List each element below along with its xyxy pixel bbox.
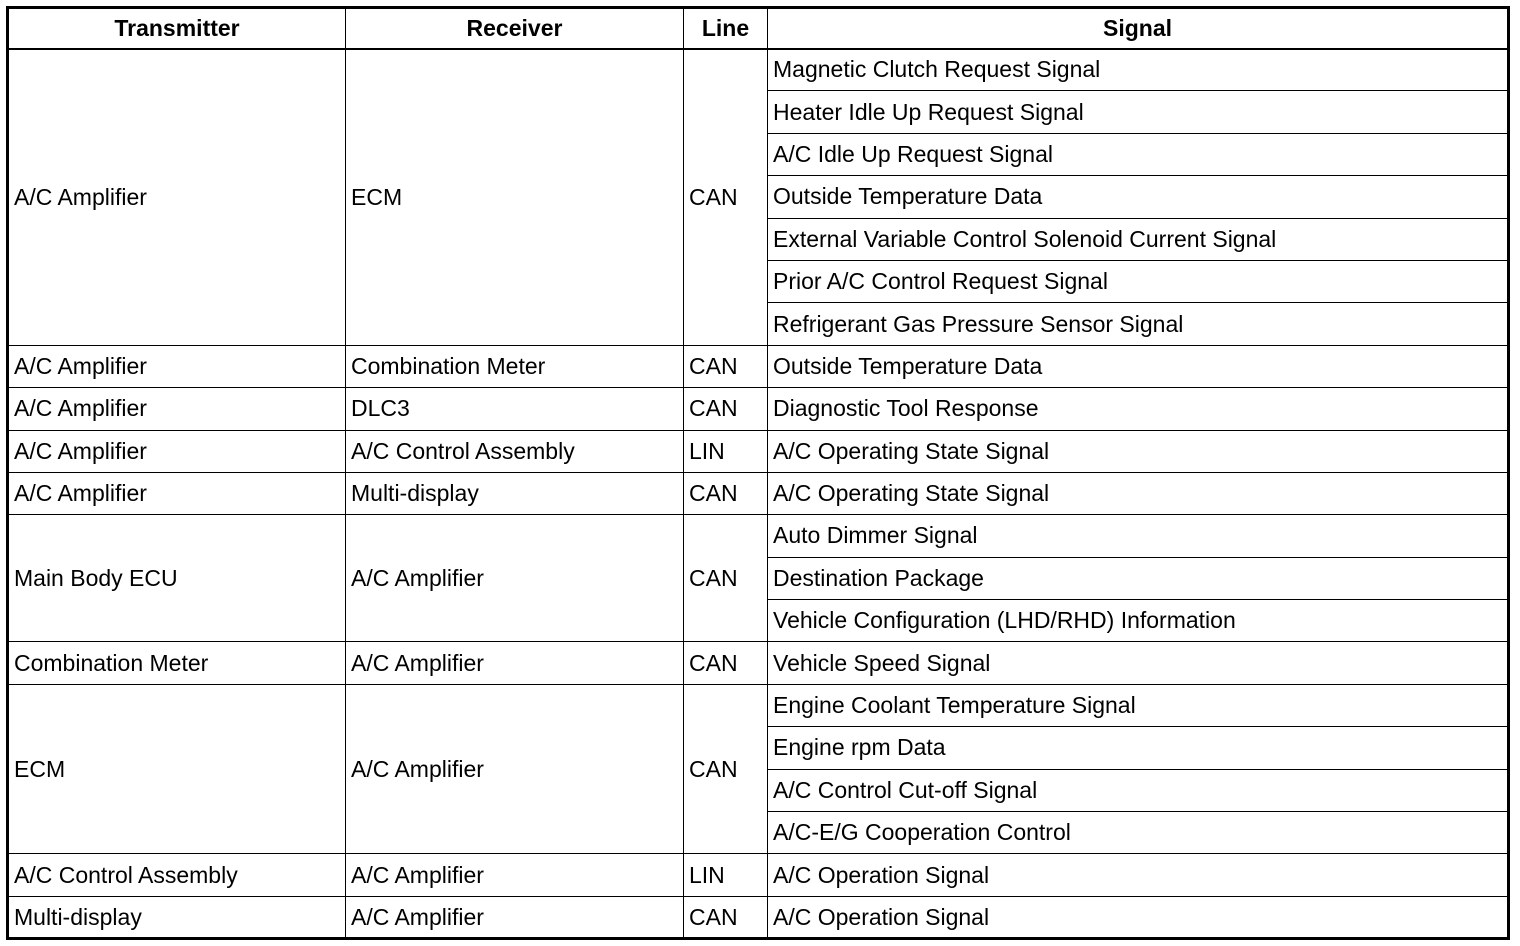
transmitter-cell: A/C Amplifier <box>8 345 346 387</box>
line-cell: CAN <box>684 388 768 430</box>
table-header <box>8 8 1509 49</box>
signal-cell: Vehicle Configuration (LHD/RHD) Information <box>768 600 1509 642</box>
signal-cell: Diagnostic Tool Response <box>768 388 1509 430</box>
table-row <box>8 430 1509 472</box>
signal-cell: Auto Dimmer Signal <box>768 515 1509 557</box>
header-transmitter: Transmitter <box>8 8 346 49</box>
signal-cell: Heater Idle Up Request Signal <box>768 91 1509 133</box>
transmitter-cell: A/C Amplifier <box>8 388 346 430</box>
signal-cell: Prior A/C Control Request Signal <box>768 260 1509 302</box>
table-row <box>8 345 1509 387</box>
receiver-cell: DLC3 <box>346 388 684 430</box>
signal-cell: Engine rpm Data <box>768 727 1509 769</box>
line-cell: CAN <box>684 684 768 854</box>
signal-cell: A/C Idle Up Request Signal <box>768 133 1509 175</box>
header-row <box>8 8 1509 49</box>
signal-cell: A/C Operating State Signal <box>768 430 1509 472</box>
transmitter-cell: ECM <box>8 684 346 854</box>
header-receiver: Receiver <box>346 8 684 49</box>
table-row <box>8 642 1509 684</box>
table-row <box>8 472 1509 514</box>
line-cell: CAN <box>684 49 768 346</box>
signal-cell: Destination Package <box>768 557 1509 599</box>
signal-cell: External Variable Control Solenoid Current Signal <box>768 218 1509 260</box>
transmitter-cell: Combination Meter <box>8 642 346 684</box>
table-row <box>8 515 1509 557</box>
line-cell: CAN <box>684 896 768 938</box>
table-row <box>8 896 1509 938</box>
header-signal: Signal <box>768 8 1509 49</box>
line-cell: LIN <box>684 430 768 472</box>
receiver-cell: Multi-display <box>346 472 684 514</box>
table-row <box>8 388 1509 430</box>
receiver-cell: A/C Amplifier <box>346 515 684 642</box>
signal-cell: Outside Temperature Data <box>768 176 1509 218</box>
signal-cell: A/C Operation Signal <box>768 896 1509 938</box>
header-line: Line <box>684 8 768 49</box>
receiver-cell: Combination Meter <box>346 345 684 387</box>
signal-cell: Outside Temperature Data <box>768 345 1509 387</box>
receiver-cell: A/C Amplifier <box>346 642 684 684</box>
transmitter-cell: A/C Amplifier <box>8 49 346 346</box>
receiver-cell: A/C Amplifier <box>346 854 684 896</box>
table-body <box>8 49 1509 939</box>
line-cell: CAN <box>684 472 768 514</box>
table-row <box>8 49 1509 91</box>
signal-cell: Vehicle Speed Signal <box>768 642 1509 684</box>
table-row <box>8 854 1509 896</box>
line-cell: LIN <box>684 854 768 896</box>
signal-cell: A/C Control Cut-off Signal <box>768 769 1509 811</box>
transmitter-cell: A/C Amplifier <box>8 472 346 514</box>
signal-cell: A/C Operating State Signal <box>768 472 1509 514</box>
receiver-cell: ECM <box>346 49 684 346</box>
receiver-cell: A/C Amplifier <box>346 896 684 938</box>
receiver-cell: A/C Control Assembly <box>346 430 684 472</box>
signal-cell: Magnetic Clutch Request Signal <box>768 49 1509 91</box>
line-cell: CAN <box>684 345 768 387</box>
table-row <box>8 684 1509 726</box>
transmitter-cell: Main Body ECU <box>8 515 346 642</box>
line-cell: CAN <box>684 515 768 642</box>
signal-cell: A/C-E/G Cooperation Control <box>768 812 1509 854</box>
signal-table <box>6 6 1510 940</box>
transmitter-cell: A/C Control Assembly <box>8 854 346 896</box>
transmitter-cell: Multi-display <box>8 896 346 938</box>
signal-cell: Engine Coolant Temperature Signal <box>768 684 1509 726</box>
transmitter-cell: A/C Amplifier <box>8 430 346 472</box>
signal-cell: Refrigerant Gas Pressure Sensor Signal <box>768 303 1509 345</box>
line-cell: CAN <box>684 642 768 684</box>
receiver-cell: A/C Amplifier <box>346 684 684 854</box>
signal-cell: A/C Operation Signal <box>768 854 1509 896</box>
